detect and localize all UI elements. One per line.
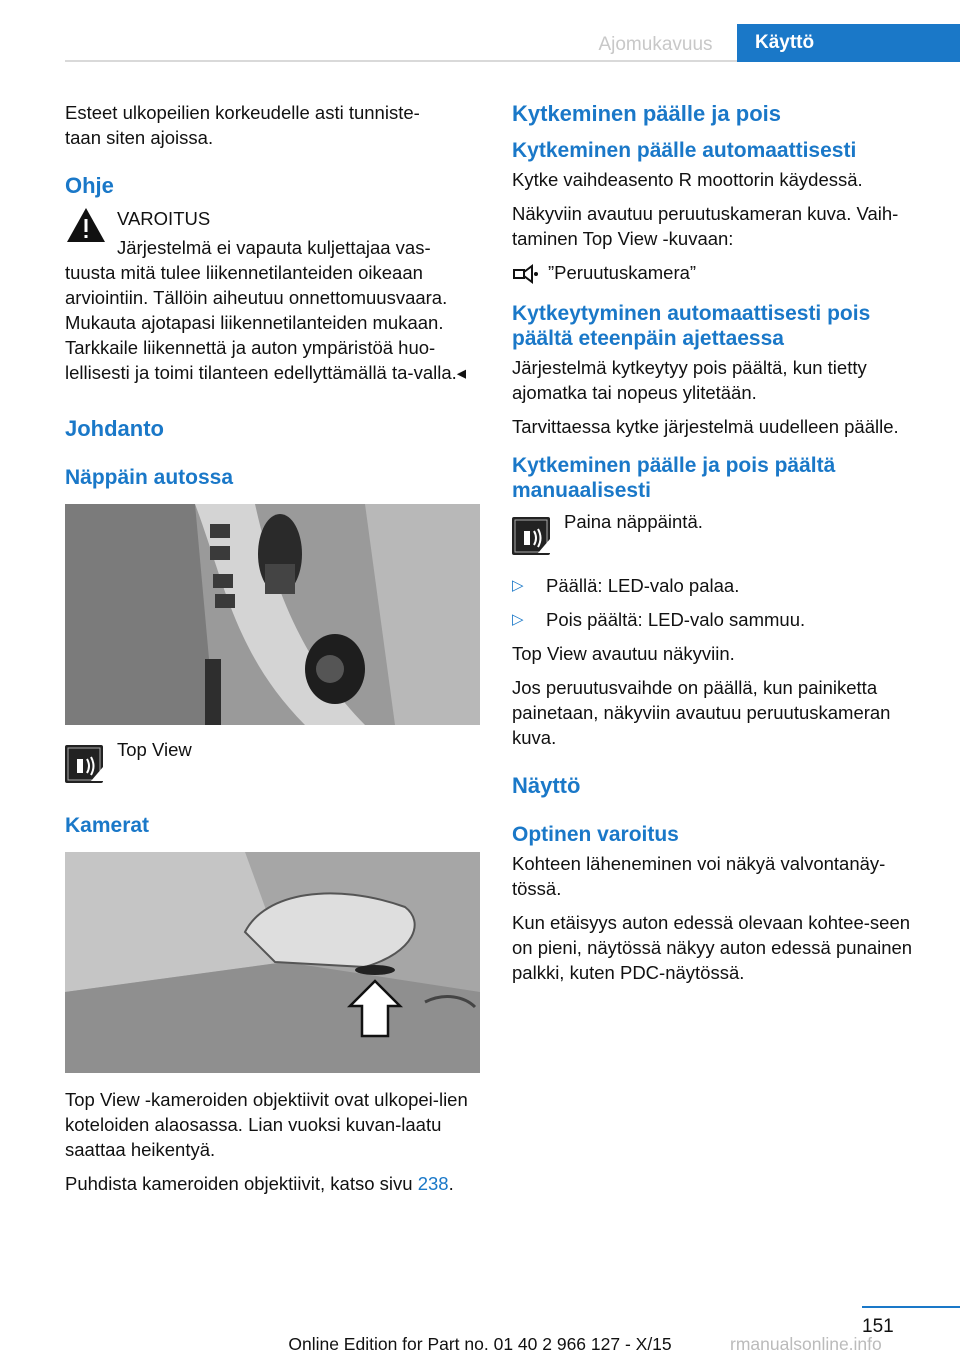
bullet-triangle-icon: ▷ [512, 611, 524, 628]
warning-title: VAROITUS [117, 208, 211, 229]
heading-kytkeytyminen-pois: Kytkeytyminen automaattisesti pois päältä eteenpäin ajettaessa [512, 302, 871, 350]
warning-triangle-icon [65, 206, 107, 244]
intro-line-1: Esteet ulkopeilien korkeudelle asti tunniste- [65, 102, 420, 123]
mirror-camera-image [65, 852, 480, 1073]
off-text-2: Tarvittaessa kytke järjestelmä uudelleen päälle. [512, 416, 899, 437]
topview-label: Top View [117, 739, 192, 760]
warning-line-1: Järjestelmä ei vapauta kuljettajaa vas- [117, 237, 431, 258]
left-column [65, 100, 480, 1205]
footer-rule [862, 1306, 960, 1308]
edition-line: Online Edition for Part no. 01 40 2 966 127 - X/15 [288, 1334, 672, 1354]
bullet-off [512, 607, 927, 632]
press-button-row [512, 511, 927, 555]
bullet-triangle-icon: ▷ [512, 577, 524, 594]
optical-text-2: Kun etäisyys auton edessä olevaan kohtee-seen on pieni, näytössä näkyy auton edessä punainen palkki, kuten PDC-näytössä. [512, 912, 913, 983]
clean-text [65, 1171, 480, 1196]
center-console-image [65, 504, 480, 725]
page-link-238[interactable]: 238 [417, 1173, 449, 1194]
clean-text-end: . [448, 1173, 454, 1194]
heading-automaattisesti: Kytkeminen päälle automaattisesti [512, 139, 857, 162]
bullet-off-text: Pois päältä: LED-valo sammuu. [546, 609, 806, 630]
press-text: Paina näppäintä. [564, 511, 703, 532]
open-text: Top View avautuu näkyviin. [512, 643, 735, 664]
heading-manuaalisesti: Kytkeminen päälle ja pois päältä manuaalisesti [512, 454, 836, 502]
heading-naytto: Näyttö [512, 773, 581, 798]
heading-nappain-autossa: Näppäin autossa [65, 466, 234, 489]
header-tab-active[interactable]: Käyttö [737, 24, 960, 62]
warning-block [65, 206, 480, 260]
optical-text-1: Kohteen läheneminen voi näkyä valvontanäy-tössä. [512, 853, 886, 899]
page-number: 151 [862, 1316, 894, 1337]
photo-mirror-camera [65, 852, 480, 1073]
camera-text: Top View -kameroiden objektiivit ovat ulkopei-lien koteloiden alaosassa. Lian vuoksi kuvan-laatu saattaa heikentyä. [65, 1089, 468, 1160]
bullet-on [512, 573, 927, 598]
header-section[interactable]: Ajomukavuus [598, 34, 713, 55]
off-text-1: Järjestelmä kytkeytyy pois päältä, kun tietty ajomatka tai nopeus ylitetään. [512, 357, 867, 403]
heading-kamerat: Kamerat [65, 814, 150, 837]
heading-kytkeminen: Kytkeminen päälle ja pois [512, 101, 781, 126]
clean-text-body: Puhdista kameroiden objektiivit, katso sivu [65, 1173, 413, 1194]
bullet-on-text: Päällä: LED-valo palaa. [546, 575, 740, 596]
menu-item-peruutuskamera: ”Peruutuskamera” [548, 262, 697, 283]
auto-text-1: Kytke vaihdeasento R moottorin käydessä. [512, 169, 863, 190]
heading-johdanto: Johdanto [65, 416, 164, 441]
watermark: rmanualsonline.info [730, 1334, 882, 1354]
right-column [512, 100, 927, 994]
photo-center-console [65, 504, 480, 725]
menu-path-row [512, 260, 927, 285]
auto-text-2: Näkyviin avautuu peruutuskameran kuva. Vaih-taminen Top View -kuvaan: [512, 203, 899, 249]
topview-button-icon-2 [512, 517, 550, 555]
intro-line-2: taan siten ajoissa. [65, 127, 214, 148]
heading-ohje: Ohje [65, 173, 114, 198]
topview-button-icon [65, 745, 103, 783]
camera-menu-icon [512, 262, 540, 284]
warning-text: tuusta mitä tulee liikennetilanteiden oikeaan arviointiin. Tällöin aiheutuu onnettomuusvaara. Mukauta ajotapasi liikennetilanteiden mukaan. Tarkkaile liikennettä ja auton ympäristöä huo-lellisesti ja toimi tilanteen edellyttämällä ta-valla.◂ [65, 262, 467, 383]
heading-optinen-varoitus: Optinen varoitus [512, 823, 679, 846]
reverse-text: Jos peruutusvaihde on päällä, kun painiketta painetaan, näkyviin avautuu peruutuskameran kuva. [512, 677, 891, 748]
topview-button-row [65, 739, 480, 783]
